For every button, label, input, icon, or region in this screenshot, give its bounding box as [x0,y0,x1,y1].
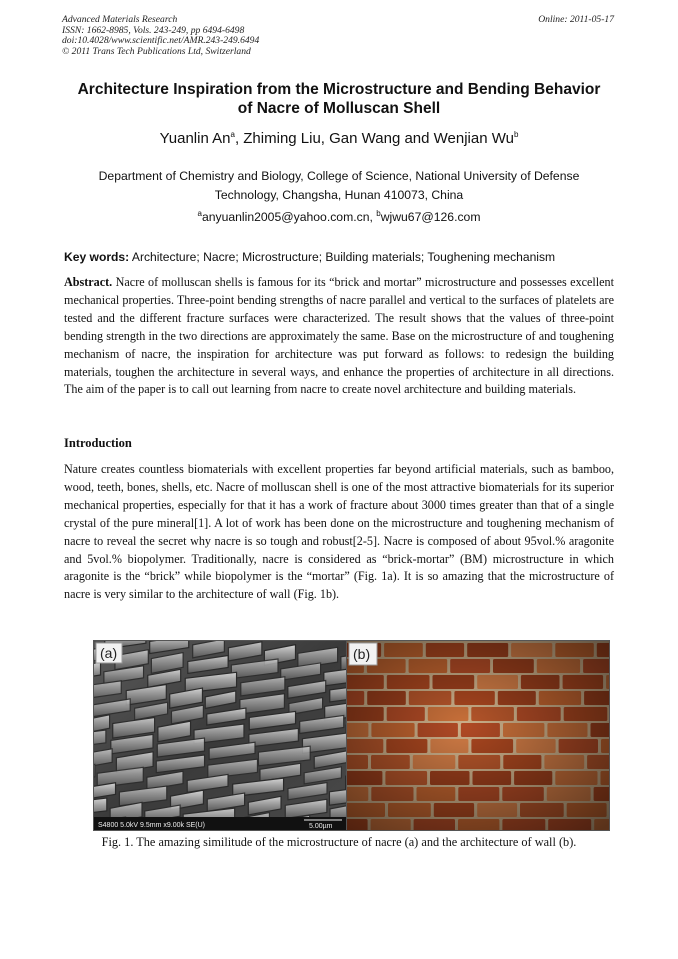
figure-panel-b [346,640,610,831]
journal-header [62,15,259,57]
copyright-line: © 2011 Trans Tech Publications Ltd, Switzerland [62,45,251,57]
keywords-text: Architecture; Nacre; Microstructure; Building materials; Toughening mechanism [129,250,556,264]
abstract-label: Abstract. [64,275,113,289]
panel-a-label: (a) [100,645,118,661]
author-list [40,130,638,147]
author-first-sup: a [230,130,235,139]
author-last-sup: b [513,130,519,139]
nacre-sem-image [94,641,348,830]
issn-line: ISSN: 1662-8985, Vols. 243-249, pp 6494-6498 [62,24,245,36]
brick-wall-image [347,641,609,830]
figure-caption: Fig. 1. The amazing similitude of the microstructure of nacre (a) and the architecture of wall (b). [101,835,577,849]
affiliation-line-2: Technology, Changsha, Hunan 410073, China [214,188,464,202]
email-a-sup: a [197,208,202,218]
sem-info: S4800 5.0kV 9.5mm x9.00k SE(U) [98,822,205,829]
email-b[interactable]: wjwu67@126.com [380,210,481,224]
panel-b-label: (b) [353,646,371,662]
abstract-text: Nacre of molluscan shells is famous for its “brick and mortar” microstructure and possesses excellent mechanical properties. Three-point bending strengths of nacre parallel and vertical to the surfaces of platelets are tested and the different fracture surfaces were characterized. The result shows that the values of three-point bending strength in the two directions are approximately the same. Base on the microstructure of and toughening mechanism of nacre, the inspiration for architecture was put forward as follows: to redesign the building materials, toughen the architecture in several ways, and enhance the properties of architecture in all directions. The aim of the paper is to call out learning from nacre to create novel architecture and building materials. [64,275,614,397]
introduction-heading: Introduction [64,436,132,450]
author-rest: , Zhiming Liu, Gan Wang and Wenjian Wu [234,130,514,147]
paper-title [40,80,638,118]
keywords [64,250,555,264]
online-date: Online: 2011-05-17 [538,14,614,25]
email-a[interactable]: anyuanlin2005@yahoo.com.cn, [201,210,377,224]
keywords-label: Key words: [64,250,130,264]
title-line-1: Architecture Inspiration from the Microstructure and Bending Behavior [77,81,601,98]
scale-bar-label: 5.00µm [309,823,333,830]
title-line-2: of Nacre of Molluscan Shell [237,100,441,117]
introduction-text: Nature creates countless biomaterials with excellent properties far beyond artificial materials, such as bamboo, wood, teeth, bones, shells, etc. Nacre of molluscan shell is one of the most attractive biomaterials for its superior mechanical properties, especially for that it has a work of fracture about 3000 times greater than that of a single crystal of the pure mineral[1]. A lot of work has been done on the microstructure and toughening mechanism of nacre to reveal the secret why nacre is so tough and robust[2-5]. Nacre is composed of about 95vol.% aragonite and 5vol.% biopolymer. Traditionally, nacre is considered as “brick-mortar” (BM) microstructure in which aragonite is the “brick” while biopolymer is the “mortar” (Fig. 1a). It is so amazing that the microstructure of nacre is very similar to the architecture of wall (Fig. 1b). [64,462,614,602]
author-emails [40,210,638,224]
affiliation [60,167,618,205]
journal-name: Advanced Materials Research [62,14,178,25]
abstract [64,274,614,399]
email-b-sup: b [376,208,381,218]
affiliation-line-1: Department of Chemistry and Biology, College of Science, National University of Defense [98,169,580,183]
author-first: Yuanlin An [159,130,231,147]
doi-line: doi:10.4028/www.scientific.net/AMR.243-249.6494 [62,35,260,46]
figure-panel-a [93,640,349,831]
